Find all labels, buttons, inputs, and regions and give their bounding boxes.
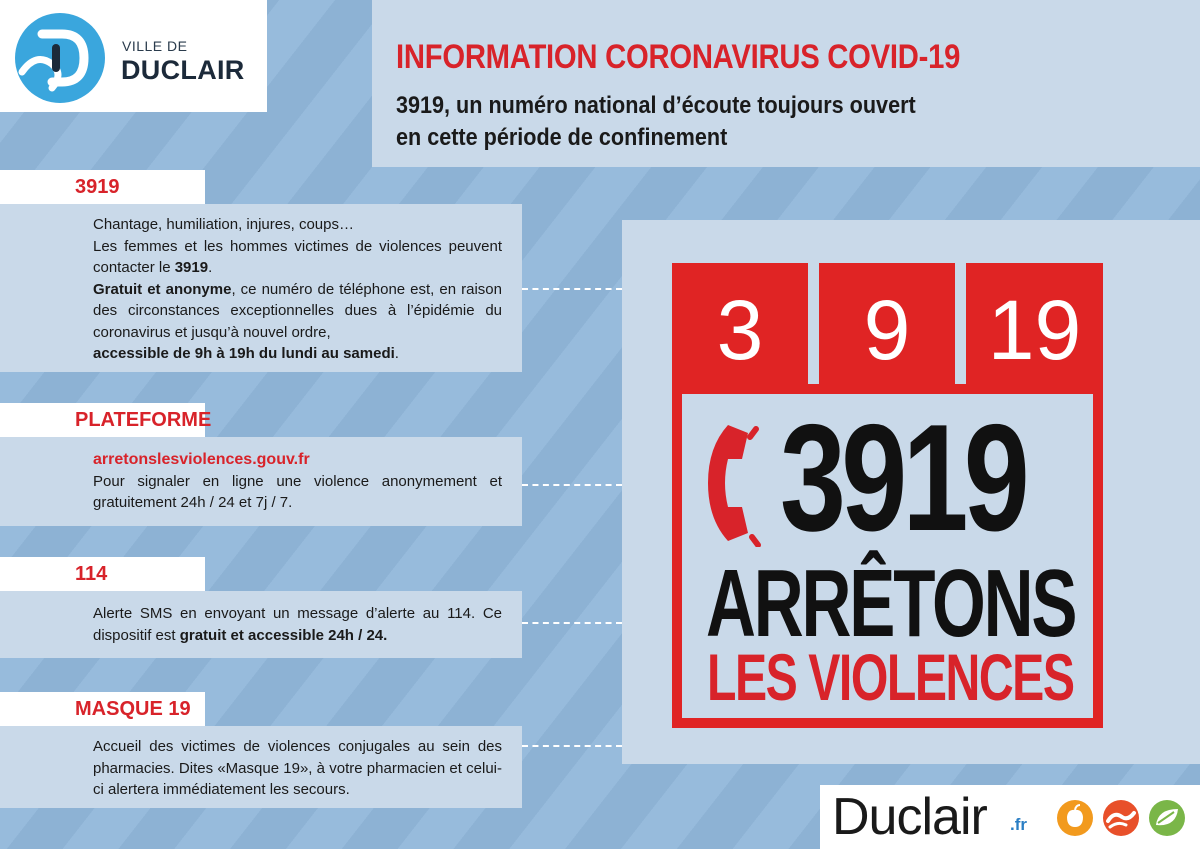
section-masque-19	[0, 726, 522, 808]
connector-dash	[522, 745, 622, 747]
footer-tld: .fr	[1010, 815, 1027, 834]
section-3919-line-4	[93, 343, 502, 365]
phone-handset-icon	[706, 419, 776, 547]
subtitle-line-2: en cette période de confinement	[396, 124, 728, 151]
connector-dash	[522, 622, 622, 624]
section-114	[0, 591, 522, 658]
text: , ce numéro de téléphone est, en raison des circonstances exceptionnelles dues à l’épidémie du coronavirus et jusqu’à nouvel ordre,	[93, 280, 502, 341]
footer-brand-box[interactable]	[820, 785, 1200, 849]
bold-text: gratuit et accessible 24h / 24.	[179, 626, 388, 644]
logo-city-name: DUCLAIR	[121, 55, 245, 85]
city-logo[interactable]	[0, 0, 267, 112]
connector-dash	[522, 288, 622, 290]
poster-les-violences: LES VIOLENCES	[707, 640, 1074, 714]
leaf-icon	[1148, 799, 1186, 837]
section-plateforme	[0, 437, 522, 526]
digit-box-3: 19	[966, 263, 1103, 393]
wave-icon	[1102, 799, 1140, 837]
plateforme-link[interactable]: arretonslesviolences.gouv.fr	[93, 451, 310, 468]
section-114-text	[93, 603, 502, 646]
section-3919-line-1: Chantage, humiliation, injures, coups…	[93, 216, 354, 233]
digit-box-1: 3	[672, 263, 808, 393]
bold-number: 3919	[174, 259, 209, 276]
section-3919	[0, 204, 522, 372]
text: Alerte SMS en envoyant un message d’alerte au 114. Ce dispositif est	[93, 605, 502, 644]
digit-box-2: 9	[819, 263, 955, 393]
section-tab-114: 114	[0, 557, 205, 591]
section-tab-plateforme: PLATEFORME	[0, 403, 205, 437]
duclair-logo-icon	[12, 12, 108, 104]
text: .	[208, 259, 213, 276]
poster-arretons: ARRÊTONS	[706, 550, 1076, 657]
connector-dash	[522, 484, 622, 486]
plateforme-text: Pour signaler en ligne une violence anonymement et gratuitement 24h / 24 et 7j / 7.	[93, 472, 502, 511]
apple-icon	[1056, 799, 1094, 837]
logo-ville-de: VILLE DE	[122, 38, 188, 54]
bold-hours: accessible de 9h à 19h du lundi au samedi	[93, 345, 395, 362]
text: Les femmes et les hommes victimes de violences peuvent contacter le	[93, 237, 502, 276]
poster-big-number: 3919	[780, 393, 1026, 563]
section-3919-line-3	[93, 279, 502, 344]
section-tab-3919: 3919	[0, 170, 205, 204]
bold-text: Gratuit et anonyme	[93, 280, 232, 298]
masque-text: Accueil des victimes de violences conjugales au sein des pharmacies. Dites «Masque 19», à votre pharmacien et celui-ci alertera immédiatement les secours.	[93, 738, 502, 798]
header-banner	[372, 0, 1200, 167]
page-subtitle	[396, 90, 916, 154]
footer-brand-name: Duclair	[832, 788, 987, 846]
section-tab-masque-19: MASQUE 19	[0, 692, 205, 726]
subtitle-line-1: 3919, un numéro national d’écoute toujours ouvert	[396, 92, 916, 119]
page-title: INFORMATION CORONAVIRUS COVID-19	[396, 38, 961, 76]
section-3919-line-2	[93, 236, 502, 279]
text: .	[394, 345, 399, 362]
